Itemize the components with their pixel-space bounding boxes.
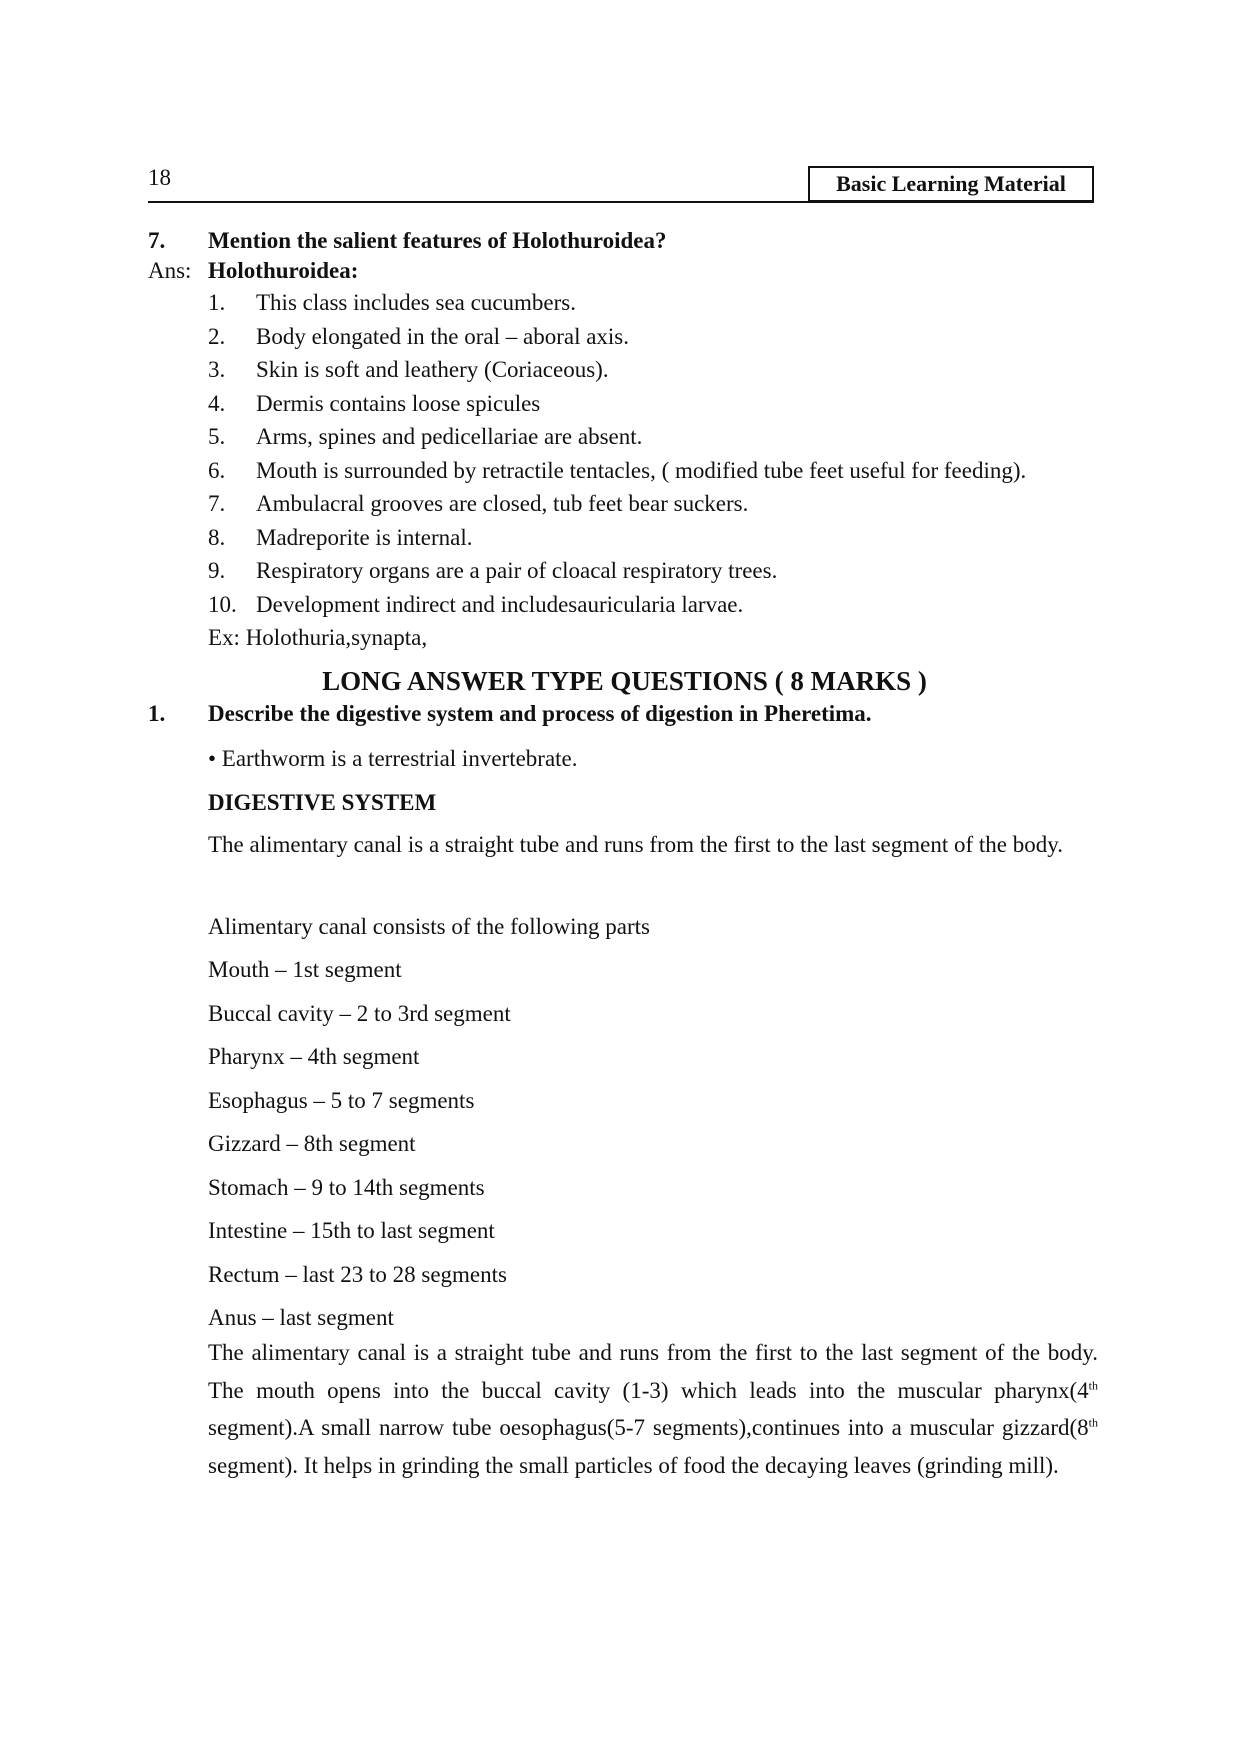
question-text: Mention the salient features of Holothuroidea? (208, 228, 667, 253)
page-number: 18 (148, 165, 171, 190)
list-item: Pharynx – 4th segment (208, 1044, 420, 1069)
item-number: 8. (208, 524, 226, 550)
item-number: 10. (208, 591, 237, 617)
answer-label: Ans: (148, 258, 192, 283)
item-text: Skin is soft and leathery (Coriaceous). (256, 357, 609, 382)
list-item: Gizzard – 8th segment (208, 1131, 416, 1156)
item-number: 1. (208, 290, 226, 315)
list-item: Buccal cavity – 2 to 3rd segment (208, 1000, 511, 1026)
item-text: Mouth is surrounded by retractile tentacles, ( modified tube feet useful for feeding). (256, 457, 1027, 483)
bullet-point: • Earthworm is a terrestrial invertebrate. (208, 746, 578, 771)
item-number: 6. (208, 457, 226, 483)
list-item: Anus – last segment (208, 1305, 394, 1330)
superscript-th: th (1088, 1415, 1098, 1430)
paragraph-2 (208, 1334, 1098, 1484)
item-number: 5. (208, 424, 226, 449)
item-number: 9. (208, 558, 226, 583)
parts-intro: Alimentary canal consists of the following parts (208, 914, 651, 939)
item-text: Body elongated in the oral – aboral axis. (256, 323, 630, 349)
item-number: 2. (208, 323, 226, 349)
item-text: Ambulacral grooves are closed, tub feet bear suckers. (256, 491, 749, 516)
answer-title: Holothuroidea: (208, 258, 359, 283)
item-text: Arms, spines and pedicellariae are absent. (256, 424, 643, 449)
item-text: Madreporite is internal. (256, 524, 473, 550)
alimentary-parts-list (208, 955, 511, 1347)
running-head: Basic Learning Material (808, 166, 1094, 202)
item-text: Dermis contains loose spicules (256, 390, 541, 416)
list-item: Intestine – 15th to last segment (208, 1218, 495, 1243)
section-title: LONG ANSWER TYPE QUESTIONS ( 8 MARKS ) (322, 666, 927, 696)
item-number: 7. (208, 491, 226, 516)
item-number: 3. (208, 357, 226, 382)
subheading: DIGESTIVE SYSTEM (208, 790, 437, 815)
list-item: Stomach – 9 to 14th segments (208, 1174, 485, 1200)
question-number: 1. (148, 701, 166, 726)
paragraph-1: The alimentary canal is a straight tube and runs from the first to the last segment of the body. (208, 832, 1064, 857)
header-rule (148, 201, 1094, 203)
question-text: Describe the digestive system and process of digestion in Pheretima. (208, 701, 872, 726)
item-text: This class includes sea cucumbers. (256, 290, 576, 315)
list-item: Mouth – 1st segment (208, 957, 402, 982)
superscript-th: th (1088, 1377, 1098, 1392)
item-number: 4. (208, 390, 226, 416)
item-text: Respiratory organs are a pair of cloacal respiratory trees. (256, 558, 778, 583)
paragraph-2-text-2: segment).A small narrow tube oesophagus(5-7 segments),continues into a muscular gizzard(8 (208, 1415, 1089, 1440)
example-line: Ex: Holothuria,synapta, (208, 625, 428, 650)
paragraph-2-text-3: segment). It helps in grinding the small particles of food the decaying leaves (grinding mill). (208, 1452, 1059, 1478)
list-item: Esophagus – 5 to 7 segments (208, 1087, 475, 1113)
list-item: Rectum – last 23 to 28 segments (208, 1261, 507, 1287)
item-text: Development indirect and includesauricularia larvae. (256, 591, 744, 617)
paragraph-2-text-1: The alimentary canal is a straight tube and runs from the first to the last segment of the body. The mouth opens into the buccal cavity (1-3) which leads into the muscular pharynx(4 (208, 1340, 1098, 1403)
question-number: 7. (148, 228, 166, 253)
